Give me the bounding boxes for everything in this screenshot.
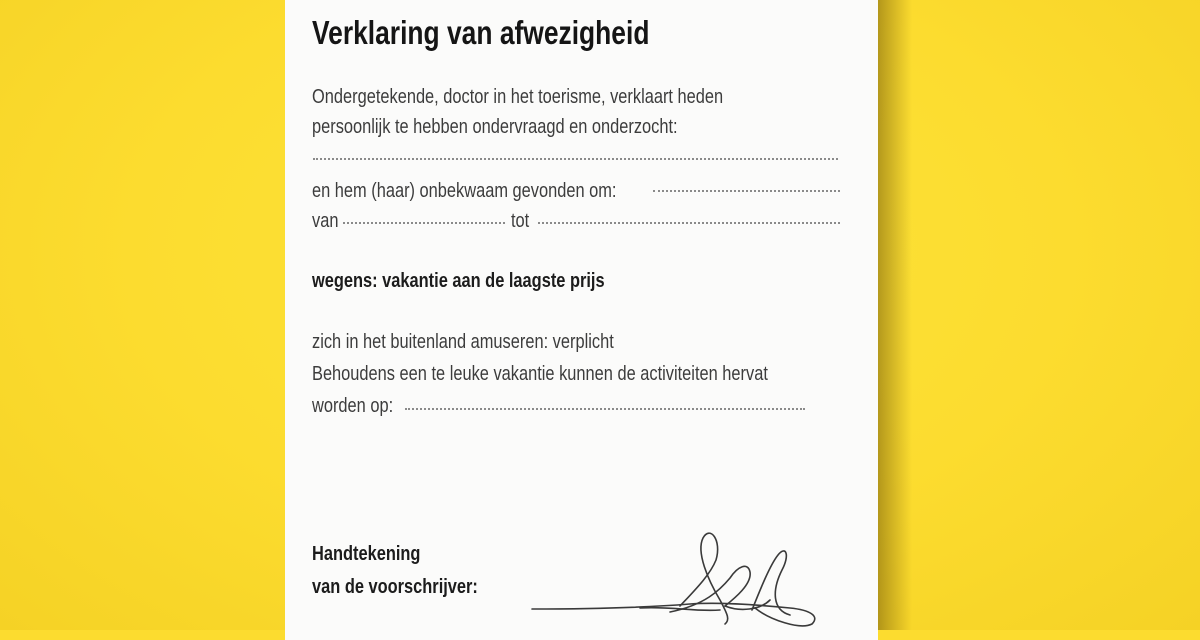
resume-line-1: Behoudens een te leuke vakantie kunnen de activiteiten hervat: [312, 363, 768, 385]
to-label: tot: [511, 210, 530, 232]
intro-line-2: persoonlijk te hebben ondervraagd en onderzocht:: [312, 116, 678, 138]
name-field-line: [313, 158, 838, 160]
obligation-text: zich in het buitenland amuseren: verplicht: [312, 331, 614, 353]
reason-text: wegens: vakantie aan de laagste prijs: [312, 270, 605, 292]
resume-line-2: worden op:: [312, 395, 394, 417]
document-title: Verklaring van afwezigheid: [312, 14, 650, 51]
to-field-line: [538, 222, 840, 224]
unfit-field-line: [653, 190, 840, 192]
handwritten-signature: [520, 520, 840, 630]
signature-label-line-2: van de voorschrijver:: [312, 576, 478, 598]
from-label: van: [312, 210, 339, 232]
paper-shadow: [878, 0, 912, 630]
signature-label-line-1: Handtekening: [312, 543, 421, 565]
from-field-line: [343, 222, 505, 224]
unfit-label: en hem (haar) onbekwaam gevonden om:: [312, 180, 617, 202]
intro-line-1: Ondergetekende, doctor in het toerisme, verklaart heden: [312, 86, 724, 108]
resume-date-line: [405, 408, 805, 410]
